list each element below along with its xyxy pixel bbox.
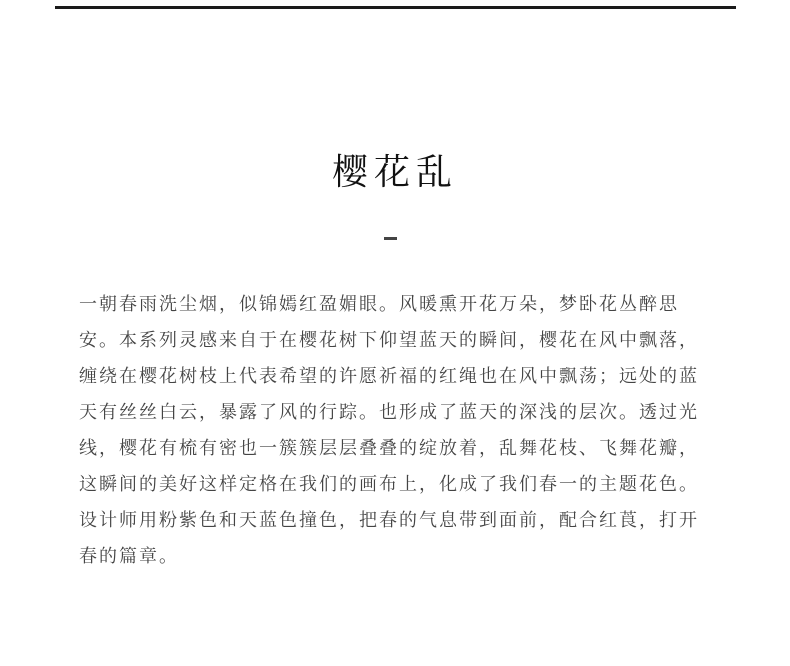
paragraph-line: 安。本系列灵感来自于在樱花树下仰望蓝天的瞬间，樱花在风中飘落， <box>79 330 699 351</box>
paragraph-line: 这瞬间的美好这样定格在我们的画布上，化成了我们春一的主题花色。 <box>79 474 699 495</box>
paragraph-line: 一朝春雨洗尘烟，似锦嫣红盈媚眼。风暖熏开花万朵，梦卧花丛醉思 <box>79 294 679 315</box>
title-underline-dash <box>384 237 397 240</box>
paragraph-line: 线，樱花有梳有密也一簇簇层层叠叠的绽放着，乱舞花枝、飞舞花瓣， <box>79 438 699 459</box>
paragraph-line: 春的篇章。 <box>79 546 179 567</box>
paragraph-line: 天有丝丝白云，暴露了风的行踪。也形成了蓝天的深浅的层次。透过光 <box>79 402 699 423</box>
top-divider <box>55 6 736 9</box>
paragraph-line: 设计师用粉紫色和天蓝色撞色，把春的气息带到面前，配合红莨，打开 <box>79 510 699 531</box>
paragraph-line: 缠绕在樱花树枝上代表希望的许愿祈福的红绳也在风中飘荡；远处的蓝 <box>79 366 699 387</box>
description-paragraph <box>79 287 709 575</box>
page-title: 樱花乱 <box>331 152 458 193</box>
